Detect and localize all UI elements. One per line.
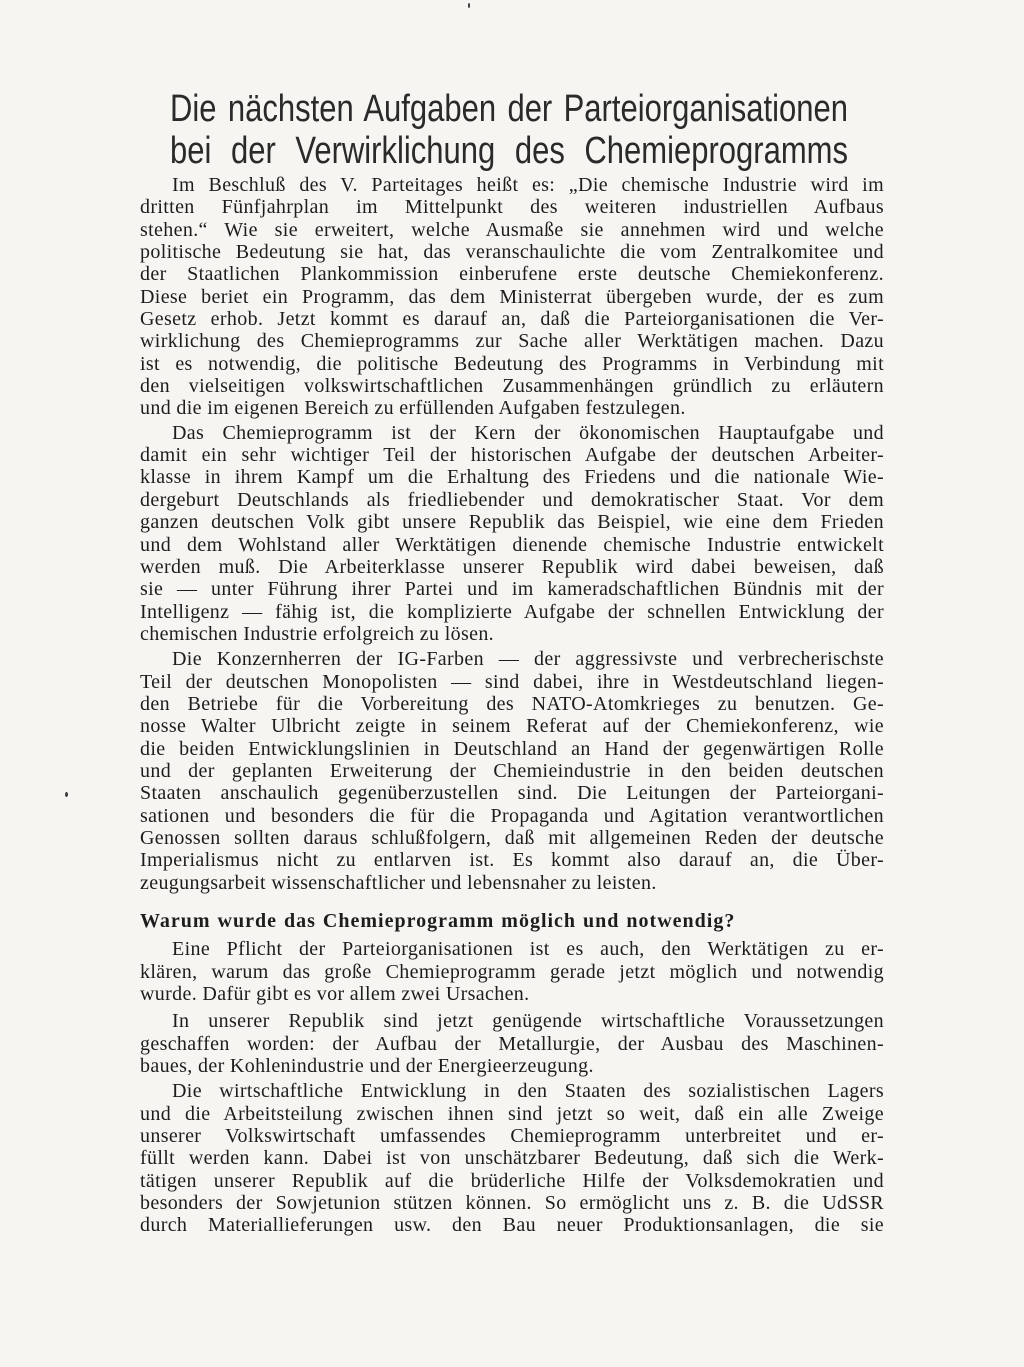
text-line: den vielseitigen volkswirtschaftlichen Zusammenhängen gründlich zu erläutern — [140, 375, 884, 398]
text-line: und die Arbeitsteilung zwischen ihnen sind jetzt so weit, daß ein alle Zweige — [140, 1102, 884, 1125]
text-line: zeugungsarbeit wissenschaftlicher und lebensnaher zu leisten. — [140, 871, 657, 894]
text-line: klasse in ihrem Kampf um die Erhaltung des Friedens und die nationale Wie- — [140, 466, 884, 489]
text-line: der Staatlichen Plankommission einberufene erste deutsche Chemiekonferenz. — [140, 263, 884, 286]
paragraph-1 — [140, 174, 884, 420]
text-line: Gesetz erhob. Jetzt kommt es darauf an, daß die Parteiorganisationen die Ver- — [140, 308, 884, 331]
text-line: die beiden Entwicklungslinien in Deutschland an Hand der gegenwärtigen Rolle — [140, 737, 884, 760]
scan-speck — [65, 792, 68, 797]
text-line: dritten Fünfjahrplan im Mittelpunkt des weiteren industriellen Aufbaus — [140, 196, 884, 219]
paragraph-4 — [140, 938, 884, 1005]
text-line: und der geplanten Erweiterung der Chemieindustrie in den beiden deutschen — [140, 759, 884, 782]
title-line-1: Die nächsten Aufgaben der Parteiorganisationen — [170, 87, 848, 130]
scan-speck — [468, 3, 470, 8]
text-line: den Betriebe für die Vorbereitung des NATO-Atomkrieges zu benutzen. Ge- — [140, 692, 884, 715]
text-line: nosse Walter Ulbricht zeigte in seinem Referat auf der Chemiekonferenz, wie — [140, 715, 884, 738]
text-line: Die wirtschaftliche Entwicklung in den Staaten des sozialistischen Lagers — [172, 1080, 884, 1103]
text-line: und dem Wohlstand aller Werktätigen dienende chemische Industrie entwickelt — [140, 533, 884, 556]
text-line: ganzen deutschen Volk gibt unsere Republik das Beispiel, wie eine dem Frieden — [140, 511, 884, 534]
text-line: geschaffen worden: der Aufbau der Metallurgie, der Ausbau des Maschinen- — [140, 1032, 884, 1055]
text-line: Das Chemieprogramm ist der Kern der ökonomischen Hauptaufgabe und — [172, 421, 884, 444]
text-line: wurde. Dafür gibt es vor allem zwei Ursachen. — [140, 983, 530, 1006]
text-line: und die im eigenen Bereich zu erfüllenden Aufgaben festzulegen. — [140, 397, 686, 420]
text-line: durch Materiallieferungen usw. den Bau neuer Produktionsanlagen, die sie — [140, 1214, 884, 1237]
text-line: stehen.“ Wie sie erweitert, welche Ausmaße sie annehmen wird und welche — [140, 218, 884, 241]
title-line-2: bei der Verwirklichung des Chemieprogramms — [170, 129, 848, 172]
text-line: Intelligenz — fähig ist, die komplizierte Aufgabe der schnellen Entwicklung der — [140, 600, 884, 623]
text-line: Im Beschluß des V. Parteitages heißt es: „Die chemische Industrie wird im — [172, 174, 884, 196]
text-line: Die Konzernherren der IG-Farben — der aggressivste und verbrecherischste — [172, 648, 884, 671]
text-line: tätigen unserer Republik auf die brüderliche Hilfe der Volksdemokratien und — [140, 1169, 884, 1192]
text-line: besonders der Sowjetunion stützen können. So ermöglicht uns z. B. die UdSSR — [140, 1192, 884, 1215]
text-line: Genossen sollten daraus schlußfolgern, daß mit allgemeinen Reden der deutsche — [140, 826, 884, 849]
paragraph-6 — [140, 1080, 884, 1236]
text-line: Teil der deutschen Monopolisten — sind dabei, ihre in Westdeutschland liegen- — [140, 670, 884, 693]
paragraph-5 — [140, 1010, 884, 1077]
text-line: klären, warum das große Chemieprogramm gerade jetzt möglich und notwendig — [140, 960, 884, 983]
text-line: damit ein sehr wichtiger Teil der historischen Aufgabe der deutschen Arbeiter- — [140, 444, 884, 467]
text-line: politische Bedeutung sie hat, das veranschaulichte die vom Zentralkomitee und — [140, 241, 884, 264]
text-line: Staaten anschaulich gegenüberzustellen sind. Die Leitungen der Parteiorgani- — [140, 782, 884, 805]
text-line: füllt werden kann. Dabei ist von unschätzbarer Bedeutung, daß sich die Werk- — [140, 1147, 884, 1170]
text-line: baues, der Kohlenindustrie und der Energieerzeugung. — [140, 1055, 594, 1078]
text-line: Imperialismus nicht zu entlarven ist. Es kommt also darauf an, die Über- — [140, 849, 884, 872]
article-body — [140, 174, 884, 1237]
text-line: In unserer Republik sind jetzt genügende wirtschaftliche Voraussetzungen — [172, 1010, 884, 1033]
section-heading: Warum wurde das Chemieprogramm möglich und notwendig? — [140, 910, 736, 932]
text-line: sationen und besonders die für die Propaganda und Agitation verantwortlichen — [140, 804, 884, 827]
text-line: wirklichung des Chemieprogramms zur Sache aller Werktätigen machen. Dazu — [140, 330, 884, 353]
paragraph-3 — [140, 648, 884, 894]
text-line: ist es notwendig, die politische Bedeutung des Programms in Verbindung mit — [140, 352, 884, 375]
page-title — [170, 88, 848, 172]
text-line: unserer Volkswirtschaft umfassendes Chemieprogramm unterbreitet und er- — [140, 1125, 884, 1148]
text-line: werden muß. Die Arbeiterklasse unserer Republik wird dabei beweisen, daß — [140, 555, 884, 578]
paragraph-2 — [140, 422, 884, 645]
text-line: sie — unter Führung ihrer Partei und im kameradschaftlichen Bündnis mit der — [140, 578, 884, 601]
text-line: chemischen Industrie erfolgreich zu lösen. — [140, 622, 495, 645]
text-line: Eine Pflicht der Parteiorganisationen ist es auch, den Werktätigen zu er- — [172, 938, 884, 961]
text-line: Diese beriet ein Programm, das dem Ministerrat übergeben wurde, der es zum — [140, 285, 884, 308]
text-line: dergeburt Deutschlands als friedliebender und demokratischer Staat. Vor dem — [140, 488, 884, 511]
